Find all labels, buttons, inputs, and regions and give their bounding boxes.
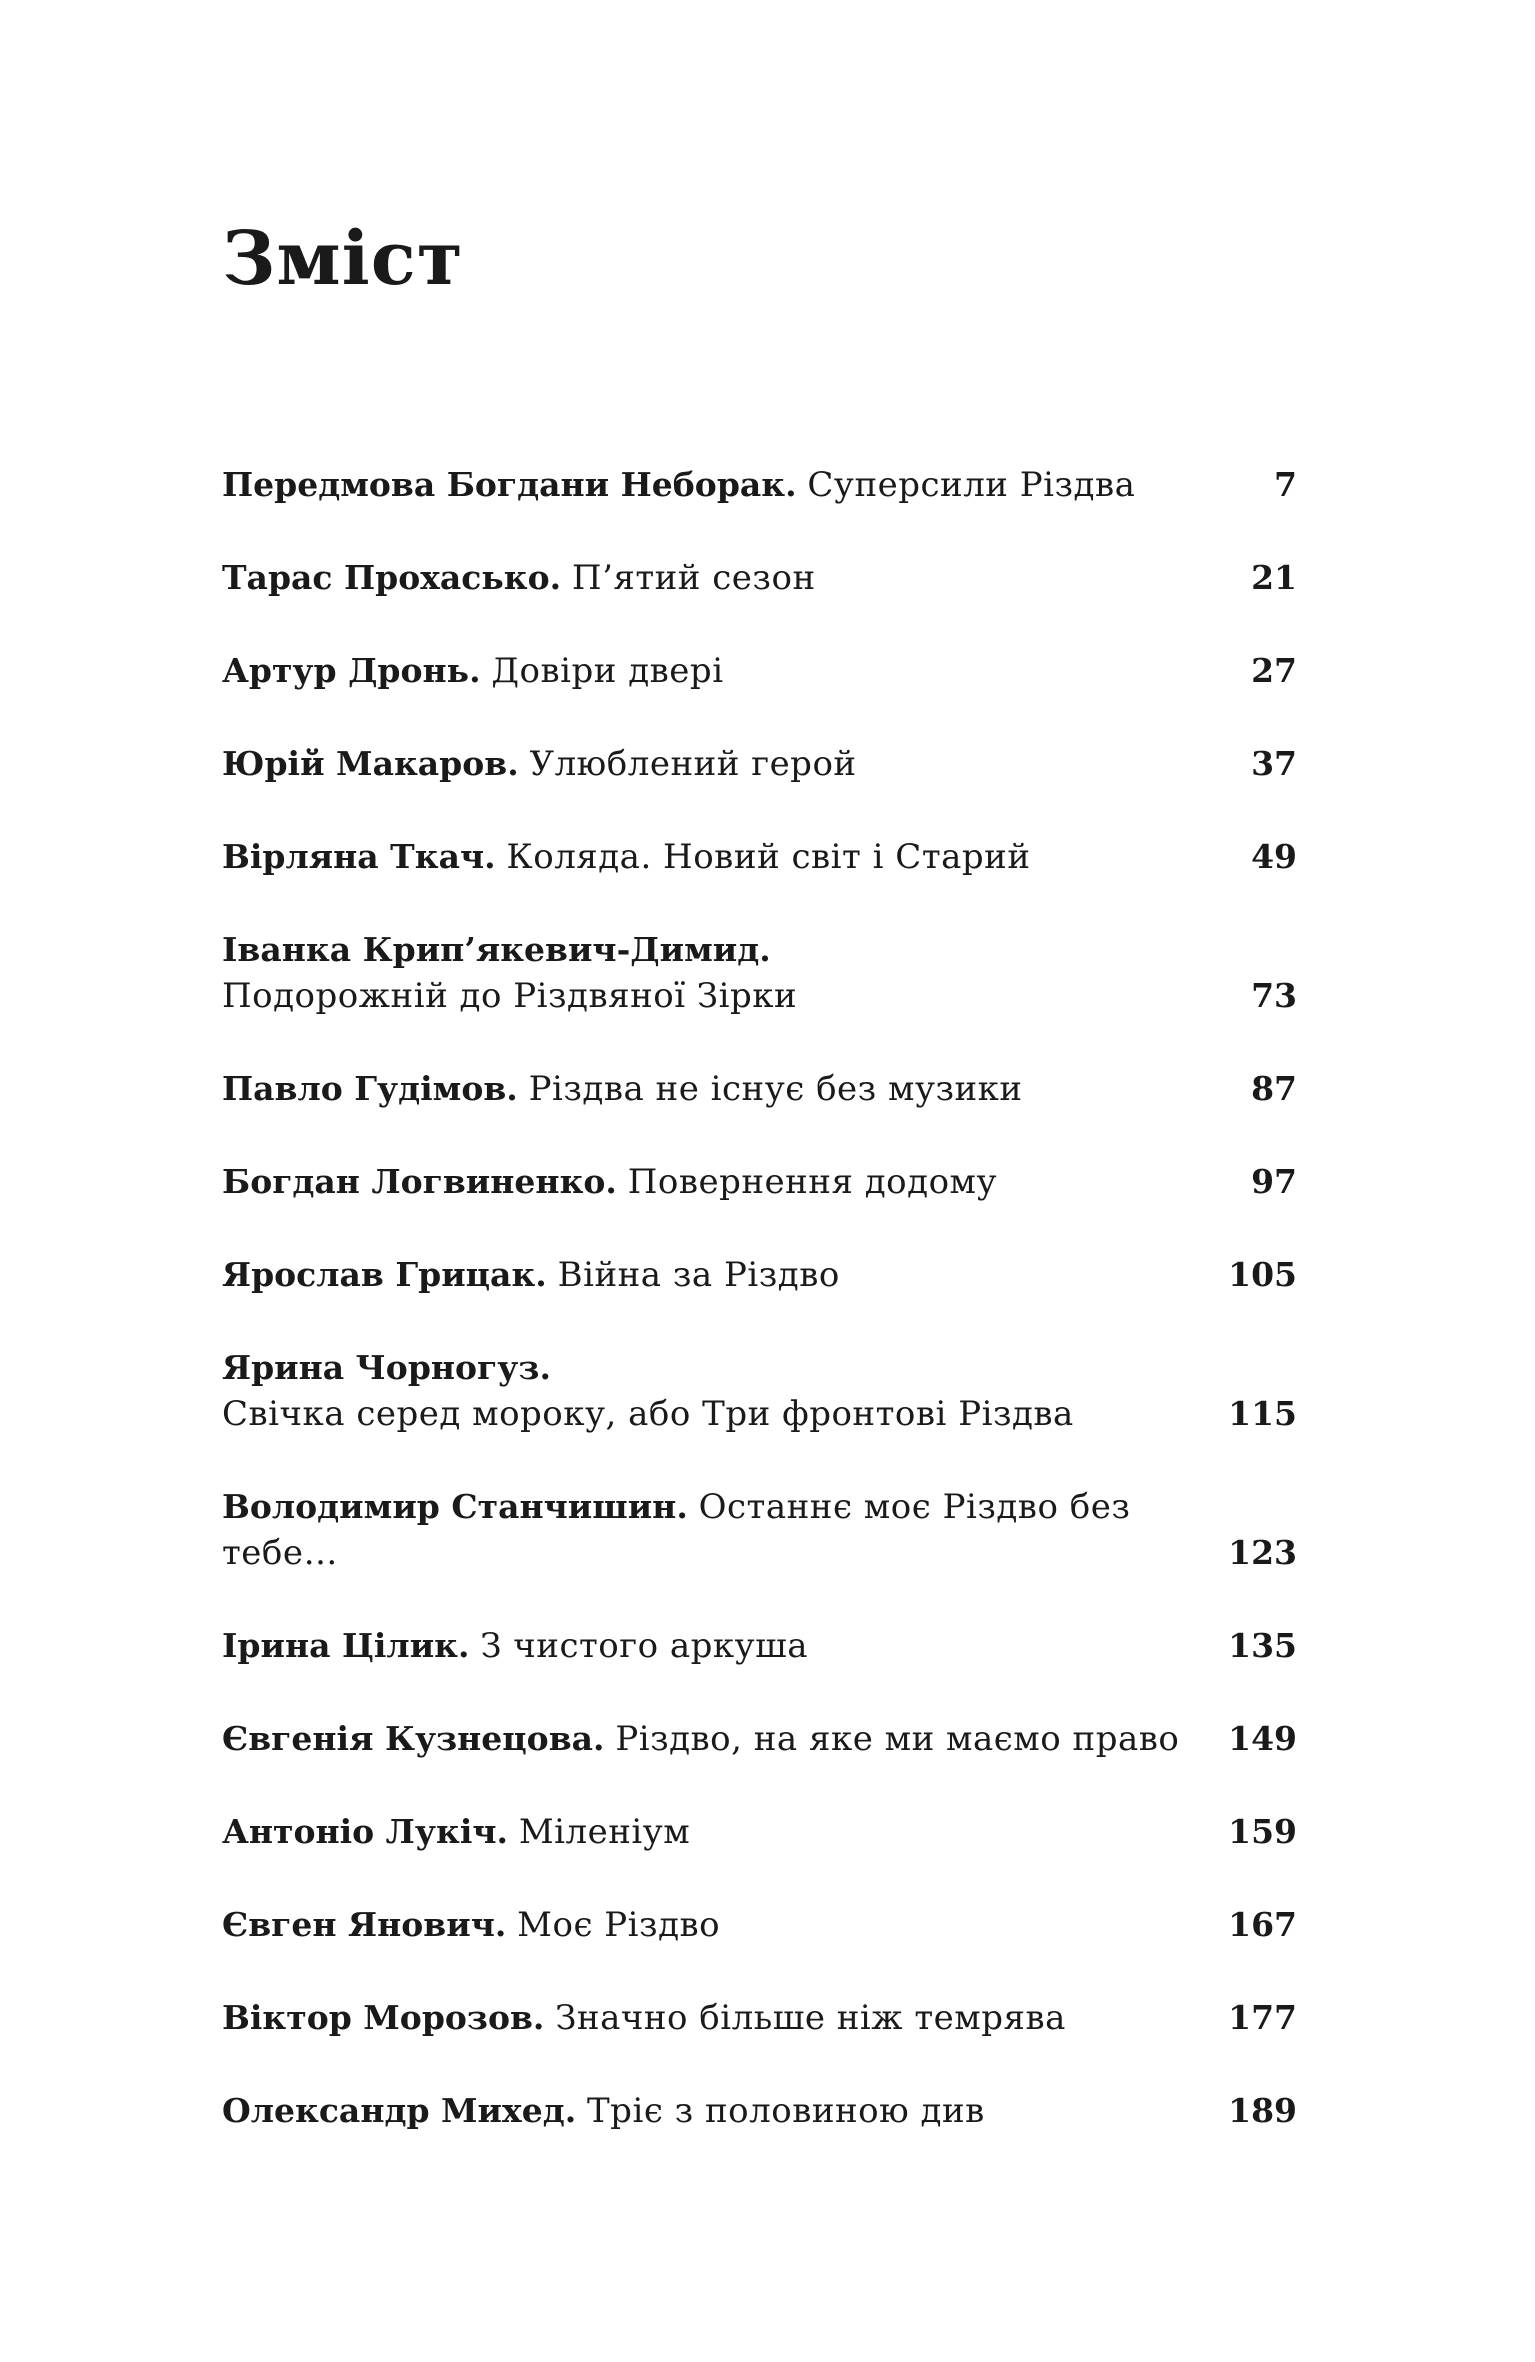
- entry-title: П’ятий сезон: [571, 558, 816, 598]
- entry-title: Тріє з половиною див: [587, 2091, 985, 2131]
- entry-title: Улюблений герой: [529, 744, 857, 784]
- entry-text: [222, 462, 1237, 508]
- entry-text: [222, 1623, 1228, 1669]
- entry-title: Повернення додому: [627, 1162, 997, 1202]
- toc-entry: [222, 2088, 1297, 2134]
- entry-author: Євген Янович.: [222, 1905, 507, 1944]
- entry-title: Коляда. Новий світ і Старий: [506, 837, 1031, 877]
- entry-page-number: 189: [1228, 2091, 1297, 2130]
- entry-author: Передмова Богдани Неборак.: [222, 465, 797, 504]
- entry-title: Міленіум: [518, 1812, 691, 1852]
- entry-text: [222, 648, 1237, 694]
- entry-page-number: 37: [1251, 744, 1297, 783]
- entry-title: Різдво, на яке ми маємо право: [615, 1719, 1180, 1759]
- entry-text: [222, 1066, 1237, 1112]
- entry-text: [222, 1484, 1228, 1576]
- entry-author: Віктор Морозов.: [222, 1998, 545, 2037]
- entry-text: [222, 834, 1237, 880]
- entry-text: [222, 1716, 1228, 1762]
- entry-page-number: 49: [1251, 837, 1297, 876]
- entry-author: Павло Гудімов.: [222, 1069, 518, 1108]
- entry-title: Суперсили Різдва: [807, 465, 1136, 505]
- entry-title: Різдва не існує без музики: [528, 1069, 1023, 1109]
- entry-text: [222, 1995, 1228, 2041]
- entry-page-number: 159: [1228, 1812, 1297, 1851]
- entry-page-number: 7: [1274, 465, 1297, 504]
- toc-entry: [222, 555, 1297, 601]
- entry-author: Юрій Макаров.: [222, 744, 519, 783]
- entry-title: З чистого аркуша: [480, 1626, 809, 1666]
- toc-list: [222, 462, 1297, 2181]
- entry-text: [222, 1159, 1237, 1205]
- entry-page-number: 177: [1228, 1998, 1297, 2037]
- entry-author: Євгенія Кузнецова.: [222, 1719, 605, 1758]
- toc-entry: [222, 1995, 1297, 2041]
- toc-entry: [222, 927, 1297, 1019]
- entry-author: Іванка Крип’якевич-Димид.: [222, 930, 771, 969]
- page-title: Зміст: [222, 216, 464, 302]
- toc-entry: [222, 1159, 1297, 1205]
- entry-author: Володимир Станчишин.: [222, 1487, 688, 1526]
- toc-page: [222, 0, 1297, 2362]
- entry-page-number: 97: [1251, 1162, 1297, 1201]
- entry-page-number: 167: [1228, 1905, 1297, 1944]
- entry-author: Богдан Логвиненко.: [222, 1162, 617, 1201]
- toc-entry: [222, 1809, 1297, 1855]
- entry-page-number: 87: [1251, 1069, 1297, 1108]
- toc-entry: [222, 648, 1297, 694]
- entry-author: Антоніо Лукіч.: [222, 1812, 508, 1851]
- entry-text: [222, 1252, 1228, 1298]
- entry-page-number: 73: [1251, 976, 1297, 1015]
- entry-text: [222, 741, 1237, 787]
- entry-text: [222, 927, 1237, 1019]
- toc-entry: [222, 462, 1297, 508]
- entry-text: [222, 1345, 1228, 1437]
- entry-title: Війна за Різдво: [557, 1255, 840, 1295]
- entry-title: Моє Різдво: [517, 1905, 721, 1945]
- entry-page-number: 115: [1228, 1394, 1297, 1433]
- toc-entry: [222, 1902, 1297, 1948]
- toc-entry: [222, 834, 1297, 880]
- toc-entry: [222, 1716, 1297, 1762]
- entry-author: Олександр Михед.: [222, 2091, 577, 2130]
- toc-entry: [222, 1066, 1297, 1112]
- entry-text: [222, 1902, 1228, 1948]
- entry-text: [222, 1809, 1228, 1855]
- entry-author: Вірляна Ткач.: [222, 837, 496, 876]
- toc-entry: [222, 1623, 1297, 1669]
- entry-author: Тарас Прохасько.: [222, 558, 562, 597]
- entry-page-number: 27: [1251, 651, 1297, 690]
- entry-author: Ярослав Грицак.: [222, 1255, 547, 1294]
- entry-title: Свічка серед мороку, або Три фронтові Різдва: [222, 1394, 1074, 1434]
- entry-title: Довіри двері: [491, 651, 724, 691]
- entry-author: Ярина Чорногуз.: [222, 1348, 551, 1387]
- entry-text: [222, 2088, 1228, 2134]
- entry-title: Значно більше ніж темрява: [555, 1998, 1066, 2038]
- entry-page-number: 149: [1228, 1719, 1297, 1758]
- entry-page-number: 123: [1228, 1533, 1297, 1572]
- toc-entry: [222, 1345, 1297, 1437]
- toc-entry: [222, 1252, 1297, 1298]
- entry-author: Артур Дронь.: [222, 651, 481, 690]
- entry-page-number: 105: [1228, 1255, 1297, 1294]
- toc-entry: [222, 741, 1297, 787]
- entry-title: Останнє моє Різдво без тебе…: [222, 1487, 1131, 1573]
- entry-page-number: 21: [1251, 558, 1297, 597]
- entry-author: Ірина Цілик.: [222, 1626, 470, 1665]
- toc-entry: [222, 1484, 1297, 1576]
- entry-page-number: 135: [1228, 1626, 1297, 1665]
- entry-title: Подорожній до Різдвяної Зірки: [222, 976, 798, 1016]
- entry-text: [222, 555, 1237, 601]
